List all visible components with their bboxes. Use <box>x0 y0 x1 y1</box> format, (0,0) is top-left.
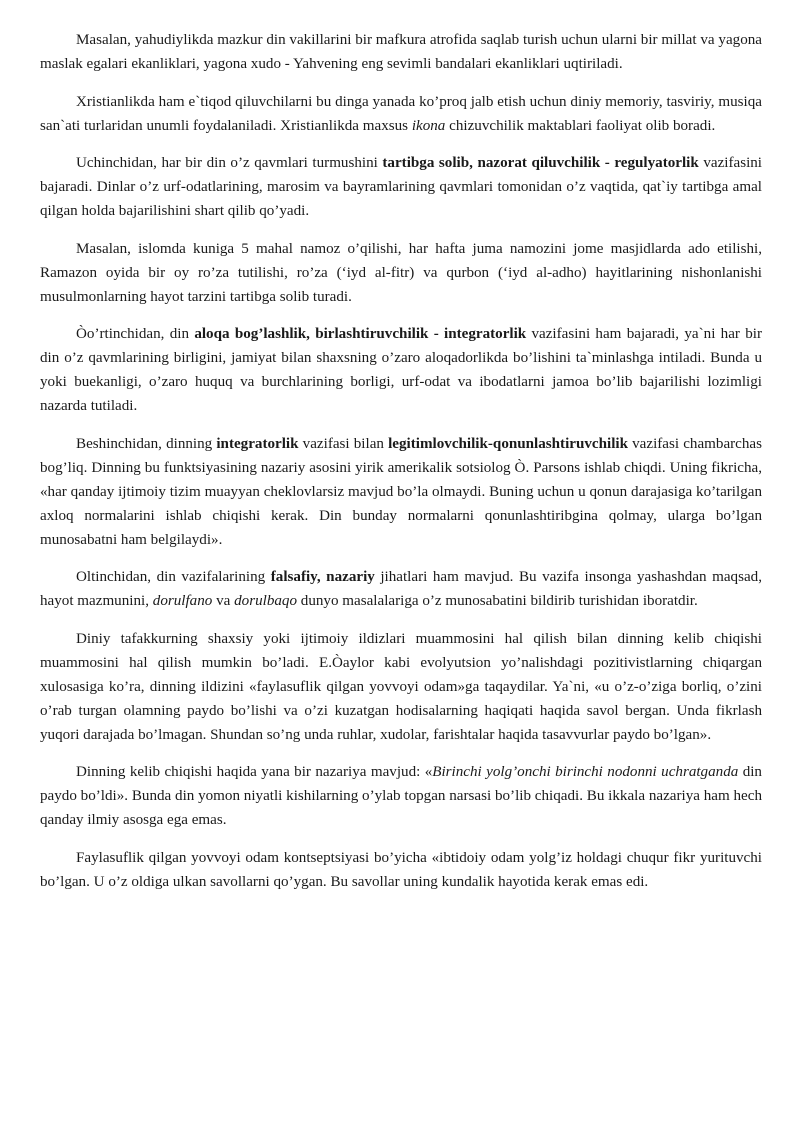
bold-term: aloqa bog’lashlik, birlashtiruvchilik - integratorlik <box>194 326 527 342</box>
text-run: Oltinchidan, din vazifalarining <box>76 569 271 585</box>
paragraph-5 <box>40 322 762 418</box>
italic-term: dorulbaqo <box>234 593 298 609</box>
bold-term: integratorlik <box>216 435 299 452</box>
text-run: vazifasi chambarchas bog’liq. Dinning bu funktsiyasining nazariy asosini yirik amerikalik sotsiolog Ò. Parsons ishlab chiqdi. Uning fikricha, «har qanday ijtimoiy tizim muayyan cheklovlarsiz mavjud bo’la olmaydi. Buning uchun u qonun darajasiga ko’tarilgan axloq normalarini ishlab chiqishi kerak. Din bunday normalarni qonunlashtiribgina qolmay, ularga bo’lgan munosabatni ham belgilaydi». <box>40 435 762 548</box>
text-run: va <box>212 593 235 609</box>
text-run: Uchinchidan, har bir din o’z qavmlari turmushini <box>76 155 383 171</box>
bold-term: legitimlovchilik-qonunlashtiruvchilik <box>388 435 628 452</box>
text-run: Diniy tafakkurning shaxsiy yoki ijtimoiy ildizlari muammosini hal qilish bilan dinning kelib chiqishi muammosini hal qilish mumkin bo’ladi. E.Òaylor kabi evolyutsion yo’nalishdagi pozitivistlarning chiqargan xulosasiga ko’ra, dinning ildizini «faylasuflik qilgan yovvoyi odam»ga taqaydilar. Ya`ni, «u o’z-o’ziga borliq, o’zini o’rab turgan olamning paydo bo’lishi va o’zi kuzatgan hodisalarning haqiqati haqida savol bergan. Unda fikrlash yuqori darajada bo’lmagan. Shundan so’ng unda ruhlar, xudolar, farishtalar haqida tasavvurlar paydo bo’lgan». <box>40 630 762 743</box>
text-run: vazifasini ham bajaradi, ya`ni har bir din o’z qavmlarining birligini, jamiyat bilan shaxsning o’zaro aloqadorlikda bo’lishini ta`minlashga intiladi. Bunda u yoki buekanligi, o’zaro huquq va burchlarining borligi, urf-odat va ibodatlarni jamoa bo’lib bajarilishi lozimligi nazarda tutiladi. <box>40 326 762 414</box>
text-run: Òo’rtinchidan, din <box>76 326 195 342</box>
paragraph-3 <box>40 151 762 223</box>
text-run: jihatlari ham mavjud. Bu vazifa insonga yashashdan maqsad, hayot mazmunini, <box>40 569 762 609</box>
text-run: Masalan, yahudiylikda mazkur din vakillarini bir mafkura atrofida saqlab turish uchun ularni bir millat va yagona maslak egalari ekanliklari, yagona xudo - Yahvening eng sevimli bandalari ekanliklari uqtiriladi. <box>40 32 762 72</box>
italic-term: Birinchi yolg’onchi birinchi nodonni uchratganda <box>432 764 739 780</box>
paragraph-1 <box>40 28 762 76</box>
paragraph-4 <box>40 237 762 309</box>
text-run: din paydo bo’ldi». Bunda din yomon niyatli kishilarning o’ylab topgan narsasi bo’lib chiqadi. Bu ikkala nazariya ham hech qanday ilmiy asosga ega emas. <box>40 764 762 828</box>
italic-term: dorulfano <box>152 593 213 609</box>
document-page <box>40 28 762 907</box>
text-run: Beshinchidan, dinning <box>76 435 217 452</box>
text-run: vazifasini bajaradi. Dinlar o’z urf-odatlarining, marosim va bayramlarining qavmlari tomonidan o’z vaqtida, qat`iy tartibga amal qilgan holda bajarilishini shart qilib qo’yadi. <box>40 155 763 219</box>
text-run: Faylasuflik qilgan yovvoyi odam kontseptsiyasi bo’yicha «ibtidoiy odam yolg’iz holdagi chuqur fikr yurituvchi bo’lgan. U o’z oldiga ulkan savollarni qo’ygan. Bu savollar uning kundalik hayotida kerak emas edi. <box>40 849 762 890</box>
paragraph-10 <box>40 846 762 894</box>
bold-term: falsafiy, nazariy <box>270 569 375 585</box>
paragraph-7 <box>40 565 762 613</box>
text-run: Xristianlikda ham e`tiqod qiluvchilarni bu dinga yanada ko’proq jalb etish uchun diniy memoriy, tasviriy, musiqa san`ati turlaridan unumli foydalaniladi. Xristianlikda maxsus <box>40 93 762 134</box>
italic-term: ikona <box>411 117 446 134</box>
paragraph-9 <box>40 760 762 832</box>
bold-term: tartibga solib, nazorat qiluvchilik - regulyatorlik <box>382 155 699 171</box>
paragraph-6 <box>40 432 762 552</box>
text-run: Masalan, islomda kuniga 5 mahal namoz o’qilishi, har hafta juma namozini jome masjidlarda ado etilishi, Ramazon oyida bir oy ro’za tutilishi, ro’za (‘iyd al-fitr) va qurbon (‘iyd al-adho) hayitlarining nishonlanishi musulmonlarning hayot tarzini tartibga solib turadi. <box>40 240 762 305</box>
text-run: Dinning kelib chiqishi haqida yana bir nazariya mavjud: « <box>76 764 433 780</box>
paragraph-8 <box>40 627 762 747</box>
paragraph-2 <box>40 90 762 138</box>
text-run: vazifasi bilan <box>298 435 389 452</box>
text-run: chizuvchilik maktablari faoliyat olib boradi. <box>445 117 716 134</box>
text-run: dunyo masalalariga o’z munosabatini bildirib turishidan iboratdir. <box>297 593 698 609</box>
